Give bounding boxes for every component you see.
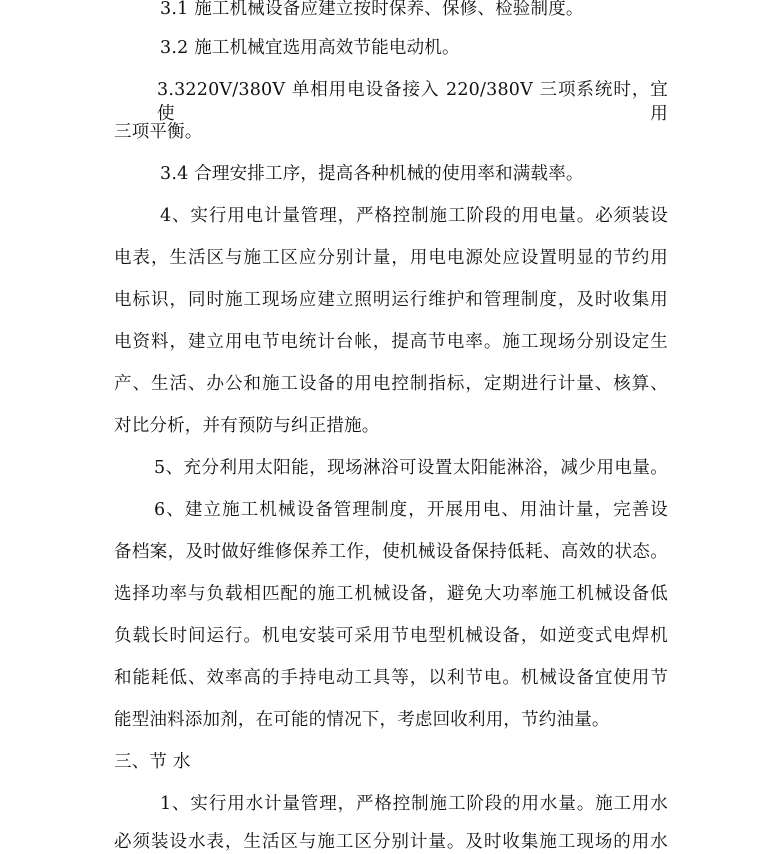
section-heading: 三、节 水 — [114, 752, 191, 772]
text-line: 电标识，同时施工现场应建立照明运行维护和管理制度，及时收集用 — [114, 290, 668, 310]
text-line: 对比分析，并有预防与纠正措施。 — [114, 416, 380, 436]
text-line: 负载长时间运行。机电安装可采用节电型机械设备，如逆变式电焊机 — [114, 626, 668, 646]
text-line: 3.2 施工机械宜选用高效节能电动机。 — [160, 38, 460, 58]
text-line: 必须装设水表，生活区与施工区分别计量。及时收集施工现场的用水 — [114, 832, 668, 852]
text-line: 6、建立施工机械设备管理制度，开展用电、用油计量，完善设 — [154, 500, 668, 520]
text-line: 产、生活、办公和施工设备的用电控制指标，定期进行计量、核算、 — [114, 374, 668, 394]
text-line: 5、充分利用太阳能，现场淋浴可设置太阳能淋浴，减少用电量。 — [154, 458, 668, 478]
text-line: 选择功率与负载相匹配的施工机械设备，避免大功率施工机械设备低 — [114, 584, 668, 604]
text-line: 3.4 合理安排工序，提高各种机械的使用率和满载率。 — [160, 164, 584, 184]
text-line: 电表，生活区与施工区应分别计量，用电电源处应设置明显的节约用 — [114, 248, 668, 268]
text-line: 3.1 施工机械设备应建立按时保养、保修、检验制度。 — [160, 0, 584, 19]
text-line: 1、实行用水计量管理，严格控制施工阶段的用水量。施工用水 — [160, 794, 668, 814]
text-line: 三项平衡。 — [114, 122, 203, 142]
text-line: 电资料，建立用电节电统计台帐，提高节电率。施工现场分别设定生 — [114, 332, 668, 352]
text-line: 备档案，及时做好维修保养工作，使机械设备保持低耗、高效的状态。 — [114, 542, 668, 562]
text-line: 3.3220V/380V 单相用电设备接入 220/380V 三项系统时，宜使用 — [157, 80, 668, 124]
text-line: 4、实行用电计量管理，严格控制施工阶段的用电量。必须装设 — [160, 206, 668, 226]
text-line: 能型油料添加剂，在可能的情况下，考虑回收利用，节约油量。 — [114, 710, 610, 730]
text-line: 和能耗低、效率高的手持电动工具等，以利节电。机械设备宜使用节 — [114, 668, 668, 688]
